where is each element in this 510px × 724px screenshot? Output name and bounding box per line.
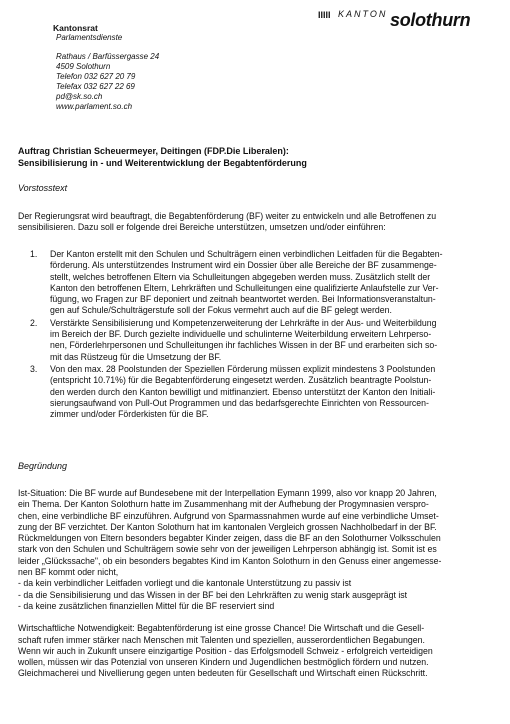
list-item (18, 249, 492, 317)
logo-bars: IIIII (318, 10, 331, 20)
reason-line: - da keine zusätzlichen finanziellen Mittel für die BF reserviert sind (18, 600, 275, 611)
letterhead-org: Kantonsrat (53, 23, 98, 33)
logo-solothurn-text: solothurn (390, 10, 471, 30)
point-line: Kanton den betroffenen Eltern, Lehrkräften und Schulleitungen eine qualifizierte Anlaufstelle zur Ver- (50, 282, 439, 293)
point-line: im Bereich der BF. Durch gezielte individuelle und schulinterne Weiterbildung erweitern Lehrperso- (50, 329, 432, 340)
point-line: förderung. Als unterstützendes Instrument wird ein Dossier über alle Bereiche der BF zusammenge- (50, 260, 437, 271)
point-line: stellt, welches betroffenen Eltern via Schulleitungen abgegeben werden muss. Zusätzlich stellt der (50, 271, 431, 282)
begruendung-body (18, 488, 502, 680)
letterhead-dept: Parlamentsdienste (56, 33, 123, 42)
point-line: den werden durch den Kanton bewilligt und mitfinanziert. Ebenso unterstützt der Kanton den Initiali- (50, 386, 436, 397)
reason-line: Gleichmacherei und Nivellierung gegen unten bedeuten für Gesellschaft und Wirtschaft einen Rückschritt. (18, 668, 428, 679)
letterhead-email: pd@sk.so.ch (56, 92, 103, 101)
intro-line-2: sensibilisieren. Dazu soll er folgende drei Bereiche unterstützen, umsetzen und/oder einführen: (18, 222, 386, 233)
reason-line: leider „Glückssache", ob ein besonders begabtes Kind im Kanton Solothurn in den Genuss einer angemesse- (18, 555, 442, 566)
begruendung-heading: Begründung (18, 461, 68, 471)
reason-line: nen BF kommt oder nicht, (18, 567, 119, 578)
letterhead-web: www.parlament.so.ch (56, 102, 133, 111)
title-line-2: Sensibilisierung in - und Weiterentwicklung der Begabtenförderung (18, 158, 307, 168)
point-number: 1. (30, 249, 38, 259)
letterhead-fax: Telefax 032 627 22 69 (56, 82, 135, 91)
reason-line: Rückmeldungen von Eltern besonders begabter Kinder zeigen, dass die BF an den Solothurner Volksschulen (18, 533, 441, 544)
reason-line: ein Thema. Der Kanton Solothurn hatte im Zusammenhang mit der Aufhebung der Progymnasien verspro- (18, 499, 429, 510)
point-line: Verstärkte Sensibilisierung und Kompetenzerweiterung der Lehrkräfte in der Aus- und Weiterbildung (50, 317, 437, 328)
letterhead (53, 23, 160, 112)
reason-line: chen, eine verbindliche BF einzuführen. Aufgrund von Sparmassnahmen wurde auf eine verbindliche Umset- (18, 510, 439, 521)
vorstoss-intro (18, 211, 498, 234)
reason-line: schaft rufen immer stärker nach Menschen mit Talenten und speziellen, ausserordentlichen Begabungen. (18, 634, 425, 645)
point-list (18, 249, 492, 421)
reason-line: Wenn wir auch in Zukunft unsere einzigartige Position - das Erfolgsmodell Schweiz - erfolgreich verteidigen (18, 645, 433, 656)
reason-line: zung der BF verzichtet. Der Kanton Solothurn hat im kantonalen Vergleich grossen Nachholbedarf in der BF. (18, 521, 437, 532)
point-line: nen, Förderlehrpersonen und Schulleitungen ihr fachliches Wissen in der BF und erarbeiten sich so- (50, 340, 438, 351)
list-item (18, 364, 492, 420)
point-line: Von den max. 28 Poolstunden der Speziellen Förderung müssen explizit mindestens 3 Poolstunden (50, 363, 436, 374)
point-number: 2. (30, 317, 38, 328)
intro-line-1: Der Regierungsrat wird beauftragt, die Begabtenförderung (BF) weiter zu entwickeln und alle Betroffenen zu (18, 211, 437, 221)
document-title (18, 145, 498, 169)
point-line: fügung, wo Fragen zur BF deponiert und zeitnah beantwortet werden. Bei Informationsveranstaltun- (50, 294, 436, 305)
point-line: Der Kanton erstellt mit den Schulen und Schulträgern einen verbindlichen Leitfaden für die Begabten- (50, 249, 443, 259)
point-line: gen auf Schule/Schulträgerstufe soll der Fokus vermehrt auch auf die BF gelegt werden. (50, 305, 392, 316)
letterhead-phone: Telefon 032 627 20 79 (56, 72, 136, 81)
point-line: (entspricht 10.71%) für die Begabtenförderung eingesetzt werden. Zusätzlich beantragte Poolstun- (50, 375, 432, 386)
reason-line: Wirtschaftliche Notwendigkeit: Begabtenförderung ist eine grosse Chance! Die Wirtschaft und die Gesell- (18, 623, 425, 634)
point-number: 3. (30, 363, 38, 374)
logo-kanton-text: KANTON (338, 9, 388, 19)
letterhead-address2: 4509 Solothurn (56, 62, 111, 71)
point-line: mit das Rüstzeug für die Umsetzung der BF. (50, 351, 222, 362)
point-line: zimmer und/oder Förderkisten für die BF. (50, 409, 209, 420)
reason-line: stark von den Schulen und Schulträgern sowie sehr von der jeweiligen Lehrperson abhängig ist. Somit ist es (18, 544, 437, 555)
reason-line: wollen, müssen wir das Potenzial von unseren Kindern und Jugendlichen bestmöglich fördern und nutzen. (18, 657, 429, 668)
kanton-solothurn-logo (318, 6, 502, 30)
list-item (18, 318, 492, 363)
reason-line: - da kein verbindlicher Leitfaden vorliegt und die kantonale Unterstützung zu passiv ist (18, 578, 352, 589)
reason-line: - da die Sensibilisierung und das Wissen in der BF bei den Lehrkräften zu wenig stark ausgeprägt ist (18, 589, 408, 600)
reason-line: Ist-Situation: Die BF wurde auf Bundesebene mit der Interpellation Eymann 1999, also vor knapp 20 Jahren, (18, 488, 437, 498)
letterhead-address1: Rathaus / Barfüssergasse 24 (56, 52, 160, 61)
vorstosstext-heading: Vorstosstext (18, 183, 68, 193)
title-line-1: Auftrag Christian Scheuermeyer, Deitingen (FDP.Die Liberalen): (18, 146, 289, 156)
point-line: sierungsaufwand von Pull-Out Programmen und das bedarfsgerechte Einrichten von Ressourcen- (50, 397, 429, 408)
